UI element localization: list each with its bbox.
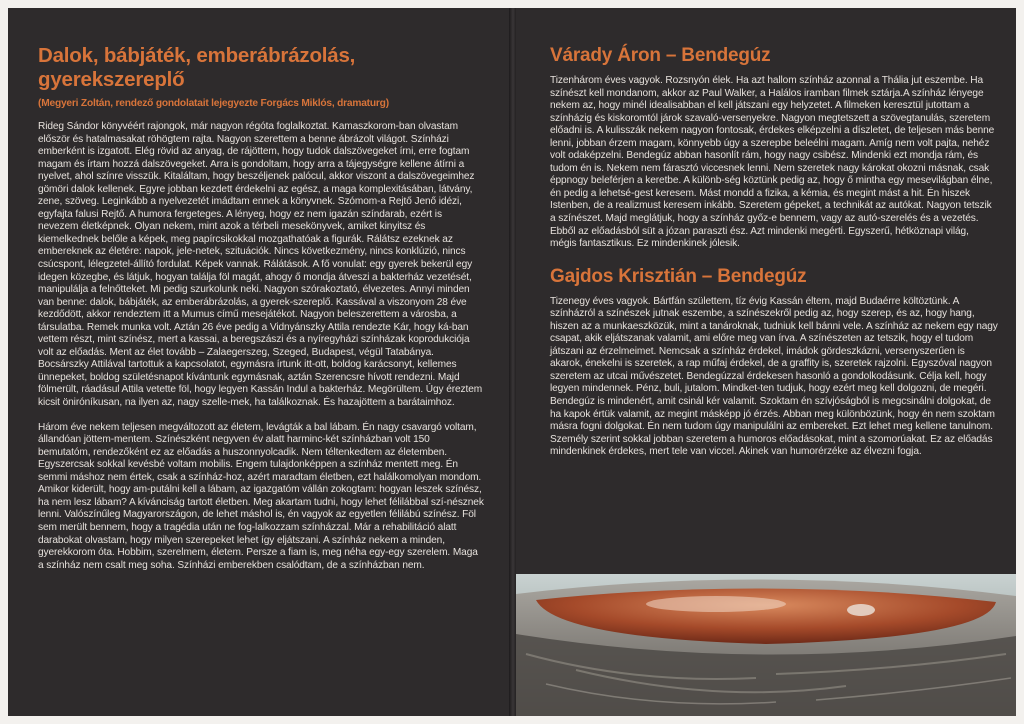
- left-page: [8, 8, 510, 716]
- section-title-varady: Várady Áron – Bendegúz: [550, 45, 771, 66]
- stage-photo: [516, 574, 1016, 716]
- section-title-gajdos: Gajdos Krisztián – Bendegúz: [550, 265, 807, 287]
- left-paragraph-2: Három éve nekem teljesen megváltozott az életem, levágták a bal lábam. Én nagy csavargó voltam, állandóan jöttem-mentem. Színészként negyven év alatt harminc-két színházban volt 150 bemutatóm, rendezőként ez az előadás a huszonnyolcadik. Nem téltenkedtem az életemben. Egyszercsak sokkal kevésbé voltam mobilis. Engem tulajdonképpen a színház mentett meg. Én semmi máshoz nem értek, csak a színház-hoz, azért maradtam életben, ezt halálkomolyan mondom. Amikor kiderült, hogy am-putálni kell a lábam, az igazgatóm vállán zokogtam: hogyan leszek színész, ha nem lesz lábam? A kívánciság tartott életben. Meg akartam tudni, hogy lehet félilábbal szí-nésznek lenni. Valószínűleg Magyarországon, de lehet máshol is, én vagyok az egyetlen félilábú színész. Föl sem merült bennem, hogy a tragédia után ne fog-lalkozzam színházzal. Már a rehabilitáció alatt darabokat olvastam, hogy milyen szerepeket lehet így eljátszani. A színház nekem a minden, gyerekkorom óta. Hobbim, szerelmem, életem. Persze a fiam is, meg néha egy-egy szerelem. Maga a színház nem csalt meg soha. Színházi emberekben csalódtam, de a színházban nem.: [38, 421, 484, 571]
- left-article-subtitle: (Megyeri Zoltán, rendező gondolatait lejegyezte Forgács Miklós, dramaturg): [38, 98, 389, 109]
- left-paragraph-1: Rideg Sándor könyvéért rajongok, már nagyon régóta foglalkoztat. Kamaszkorom-ban olvastam először és hatalmasakat röhögtem rajta. Nagyon szerettem a benne ábrázolt világot. Színházi emberként is izgatott. Elég rövid az anyag, de rájöttem, hogy tudok dalszövegeket írni, erre fogtam magam és írtam hozzá dalszövegeket. Arra is gondoltam, hogy arra a tájegységre kellene átírni a nyelvet, ahol színre visszük. Kitaláltam, hogy beszéljenek palócul, akkor viszont a dalszövegeimhez gömöri dalok kellenek. Egyre jobban kezdett érdekelni az egész, a maga komplexitásában, látvány, zene, szöveg. Leginkább a nyelvezetét imádtam ennek a könyvnek. Szómom-a Rejtő Jenő idézi, egyfajta falusi Rejtő. A humora fergeteges. A lényeg, hogy ez nem igazán színdarab, ezért is nevezem életképnek. Olyan nekem, mint azok a térbeli mesekönyvek, amiket kinyitsz és kiemelkednek belőle a képek, meg papírcsikokkal mozgathatóak a figurák. Rálátsz ezeknek az embereknek az életére: napok, jele-netek, szituációk. Nincs következmény, nincs konklúzió, nincs csúcspont, lélegzetel-állító fordulat. Képek vannak. Rálátások. A fő vonulat: egy gyerek bekerül egy idegen közegbe, és látjuk, hogyan találja föl magát, ahogy ő mondja átveszi a bakterház vezetését, manipulálja a felnőtteket. Mi pedig szurkolunk neki. Nagyon szórakoztató, élvezetes. Annyi minden van benne: dalok, bábjáték, az emberábrázolás, a gyerek-szereplő. Kassával a viszonyom 28 éve kezdődött, akkor rendeztem itt a Mumus című mesejátékot. Nagyon beleszerettem a városba, a társulatba. Remek munka volt. Aztán 26 éve pedig a Vidnyánszky Attila rendezte Kár, hogy ká-ban vettem részt, mint színész, mert a kassai, a beregszászi és a nyíregyházi színházak koprodukciója volt az előadás. Ment az élet tovább – Zalaegerszeg, Szeged, Budapest, végül Tatabánya. Bocsárszky Attilával tartottuk a kapcsolatot, egymásra írtunk itt-ott, boldog karácsonyt, kellemes ünnepeket, boldog születésnapot kívántunk egymásnak, aztán Szerencsre hívott rendezni. Majd fölmerült, ráadásul Attila vetette föl, hogy legyen Kassán Indul a bakterház. Megörültem. Úgy éreztem kicsit öniróníkusan, na ilyen az, nagy szelle-mek, ha találkoznak. És hazajöttem a barátaimhoz.: [38, 121, 483, 409]
- stage-photo-illustration: [516, 574, 1016, 716]
- right-page: [516, 8, 1016, 716]
- left-article-title: Dalok, bábjáték, emberábrázolás, gyerekszereplő: [38, 44, 356, 91]
- section-text-gajdos: Tizenegy éves vagyok. Bártfán születtem, tíz évig Kassán éltem, majd Budaérre költöztünk. A színházról a színészek jutnak eszembe, a színészekről pedig az, hogy szerep, és az, hogy hang, hiszen az a munkaeszközük, mint a tanároknak, tudniuk kell bánni vele. A színház az nekem egy nagy csapat, akik eljátszanak valamit, ami előre meg van írva. A színészeten az tetszik, hogy el tudom játszani az érzelmeimet. Nemcsak a színház érdekel, imádok gördeszkázni, versenyszerűen is akarok, énekelni is szeretek, a rap műfaj érdekel, de a graffity is, szeretek rajzolni. Egyszóval nagyon szeretem az utcai művészetet. Bendegúzzal érdekesen hasonló a gondolkodásunk. Célja kell, hogy legyen mindennek. Pénz, buli, jutalom. Mindket-ten tudjuk, hogy ezért meg kell dolgozni, de megéri. Bendegúz is mindenért, amit csinál kér valamit. Szoktam én szívjóságból is megcsinálni dolgokat, de ha kapok értük valamit, az megint másképp jó érzés. Abban meg különbözünk, hogy én nem szoktam másra fogni dolgokat. Én nem tudom úgy manipulálni az embereket. Ezt lehet meg kellene tanulnom. Személy szerint sokkal jobban szeretem a humoros előadásokat, mint a szomorúakat. Ez az előadás mindenkinek érdekes, mert tele van viccel. Akinek van humorérzéke az élvezni fogja.: [550, 295, 998, 458]
- section-text-varady: Tizenhárom éves vagyok. Rozsnyón élek. Ha azt hallom színház azonnal a Thália jut eszembe. Ha színészt kell mondanom, akkor az Paul Walker, a Halálos iramban filmek sztárja.A színház lényege nekem az, hogy minél idealisabban el kell játszani egy helyzetet. A filmeken keresztül jutottam a színházig és kiskoromtól járok szavaló-versenyekre. Nagyon megtetszett a szövegtanulás, szeretem előadni is. A kulisszák nekem nagyon fontosak, érdekes elképzelni a díszletet, de teljesen más benne lenni, jobban érzem magam, könnyebb úgy a szerepbe beleélni magam. Amíg nem volt pajta, nehéz volt odaképzelni. Bendegúz abban hasonlít rám, hogy nagy csibész. Mindenki ezt mondja rám, és tudom én is. Nekem nem fárasztó viccesnek lenni. Nem szeretek nagy károkat okozni másnak, csak éppnogy beleférjen a keretbe. A különb-ség köztünk pedig az, hogy ő mintha egy mesevilágban élne, én pedig a lehetsé-gest keresem. Mást mondd a fizika, a kémia, és megint mást a hit. Én hiszek Istenben, de a realizmust keresem inkább. Szeretem gépeket, a technikát az autókat. Nagyon tetszik a színészet. Majd meglátjuk, hogy a színház győz-e bennem, vagy az autó-szerelés és a vezetés. Ebből az előadásból süt a józan paraszti ész. Azt mindenki megérti. Egyszerű, hétköznapi világ, mégis fantasztikus. Ez mindenkinek jólesik.: [550, 75, 995, 250]
